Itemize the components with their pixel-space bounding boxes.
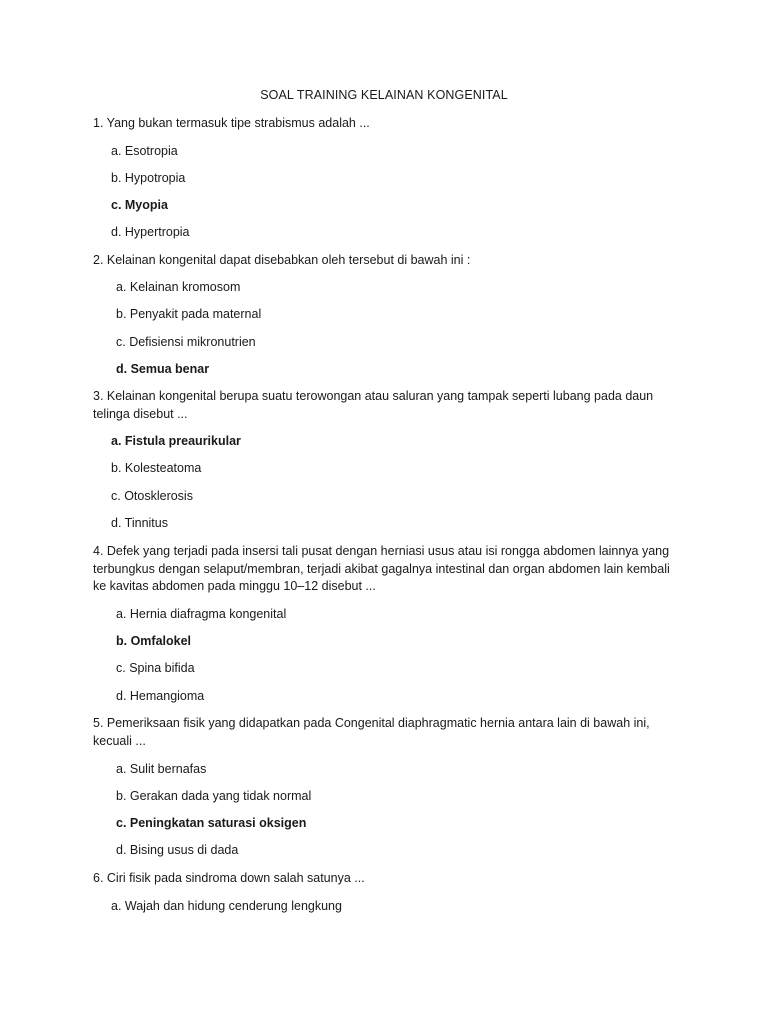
q3-option-a: a. Fistula preaurikular [111,434,241,448]
q2-option-a: a. Kelainan kromosom [116,280,241,294]
question-5: 5. Pemeriksaan fisik yang didapatkan pada Congenital diaphragmatic hernia antara lain di bawah ini, kecuali ... [93,716,650,748]
q5-option-c: c. Peningkatan saturasi oksigen [116,816,307,830]
q5-option-d: d. Bising usus di dada [116,843,239,857]
q3-option-c: c. Otosklerosis [111,489,193,503]
q2-option-d: d. Semua benar [116,362,210,376]
question-6: 6. Ciri fisik pada sindroma down salah satunya ... [93,871,365,885]
q3-option-d: d. Tinnitus [111,516,168,530]
q1-option-b: b. Hypotropia [111,171,186,185]
q5-option-b: b. Gerakan dada yang tidak normal [116,789,312,803]
q1-option-d: d. Hypertropia [111,225,190,239]
question-4: 4. Defek yang terjadi pada insersi tali pusat dengan herniasi usus atau isi rongga abdomen lainnya yang terbungkus dengan selaput/membran, terjadi akibat gagalnya intestinal dan organ abdomen lain kembali ke kavitas abdomen pada minggu 10–12 disebut ... [93,544,670,593]
q5-option-a: a. Sulit bernafas [116,762,207,776]
q6-option-a: a. Wajah dan hidung cenderung lengkung [111,899,342,913]
question-1: 1. Yang bukan termasuk tipe strabismus adalah ... [93,116,370,130]
question-2: 2. Kelainan kongenital dapat disebabkan oleh tersebut di bawah ini : [93,253,471,267]
question-3: 3. Kelainan kongenital berupa suatu terowongan atau saluran yang tampak seperti lubang pada daun telinga disebut ... [93,389,654,421]
q2-option-b: b. Penyakit pada maternal [116,307,262,321]
q4-option-c: c. Spina bifida [116,661,195,675]
q2-option-c: c. Defisiensi mikronutrien [116,335,256,349]
q1-option-c: c. Myopia [111,198,168,212]
q4-option-d: d. Hemangioma [116,689,205,703]
q3-option-b: b. Kolesteatoma [111,461,202,475]
q4-option-a: a. Hernia diafragma kongenital [116,607,287,621]
document-title: SOAL TRAINING KELAINAN KONGENITAL [260,88,508,102]
q1-option-a: a. Esotropia [111,144,178,158]
q4-option-b: b. Omfalokel [116,634,192,648]
